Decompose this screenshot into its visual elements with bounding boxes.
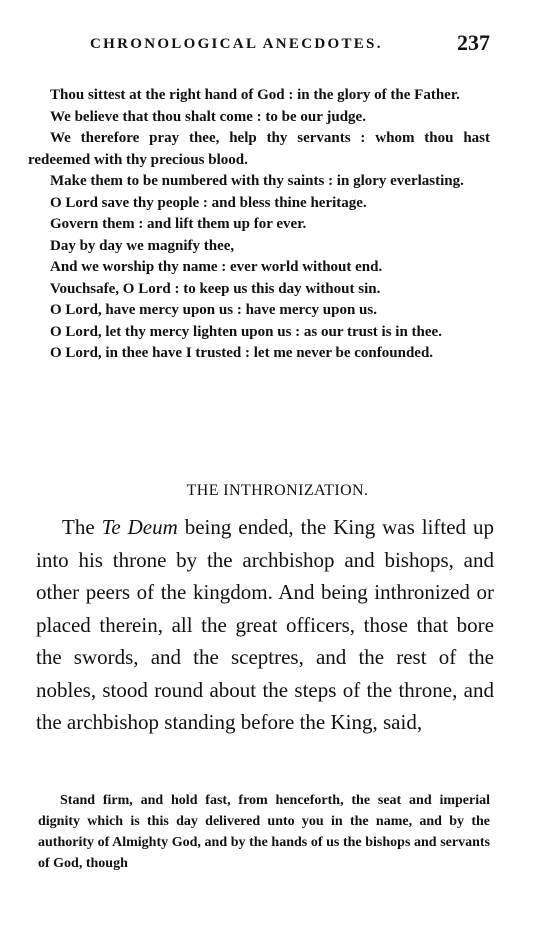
page-header: [90, 30, 490, 60]
verse: O Lord, in thee have I trusted : let me never be confounded.: [50, 345, 434, 361]
verse: O Lord, let thy mercy lighten upon us : as our trust is in thee.: [50, 323, 442, 340]
page-number: 237: [457, 30, 490, 55]
verse: Make them to be numbered with thy saints : in glory everlasting.: [50, 173, 464, 189]
verse: Govern them : and lift them up for ever.: [50, 216, 307, 232]
verse: O Lord save thy people : and bless thine heritage.: [50, 194, 367, 211]
verse: Day by day we magnify thee,: [50, 237, 235, 254]
verse: And we worship thy name : ever world without end.: [50, 259, 383, 275]
verse: O Lord, have mercy upon us : have mercy upon us.: [50, 302, 377, 318]
verse: Thou sittest at the right hand of God : in the glory of the Father.: [50, 87, 460, 103]
section-heading: THE INTHRONIZATION.: [186, 482, 369, 499]
verse: We therefore pray thee, help thy servants : whom thou hast redeemed with thy precious blood.: [28, 130, 490, 168]
verse: We believe that thou shalt come : to be our judge.: [50, 108, 366, 125]
verse: Vouchsafe, O Lord : to keep us this day without sin.: [50, 280, 381, 297]
narrative-paragraph: [36, 511, 494, 739]
archbishop-address: Stand firm, and hold fast, from henceforth, the seat and imperial dignity which is this day delivered unto you in the name, and by the authority of Almighty God, and by the hands of us the bishops and servants of God, though: [38, 793, 490, 871]
te-deum-verses: [28, 85, 490, 365]
running-head: CHRONOLOGICAL ANECDOTES.: [90, 36, 383, 52]
narrative-rest: being ended, the King was lifted up into his throne by the archbishop and bishops, and other peers of the kingdom. And being inthronized or placed therein, all the great officers, those that bore the swords, and the sceptres, and the rest of the nobles, stood round about the steps of the throne, and the archbishop standing before the King, said,: [36, 515, 494, 734]
narrative-lead: The: [62, 515, 102, 539]
te-deum-title: Te Deum: [101, 515, 178, 539]
